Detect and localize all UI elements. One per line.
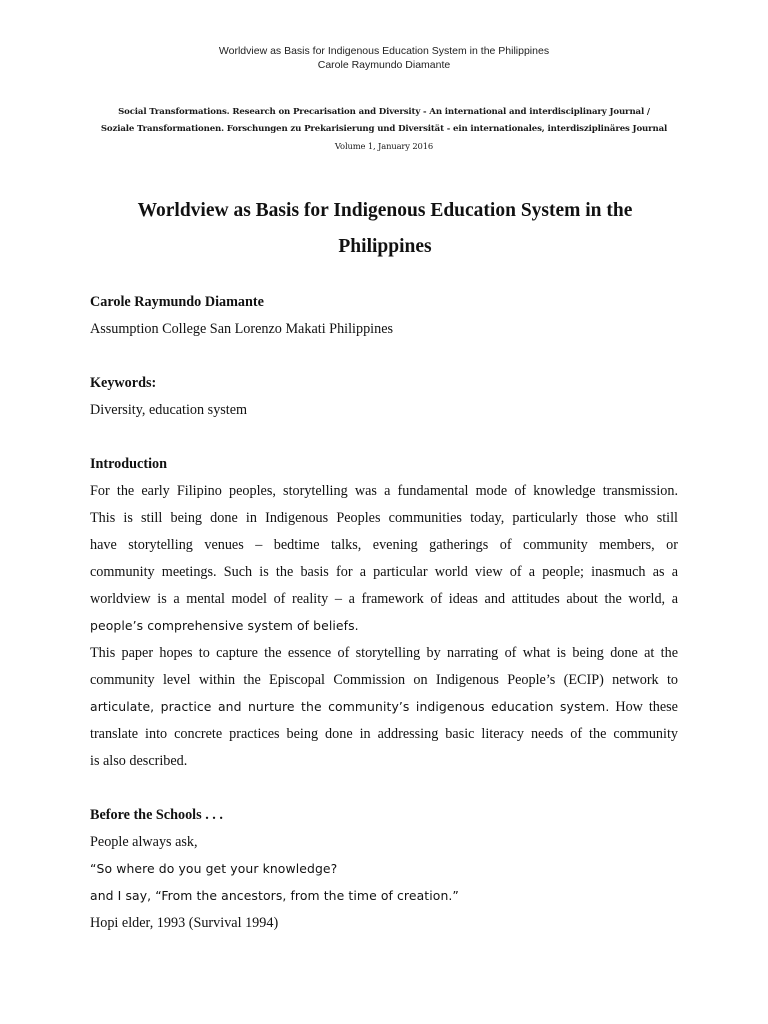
paragraph-line: community level within the Episcopal Commission on Indigenous People’s (ECIP) network to	[90, 672, 678, 688]
paragraph-line: people’s comprehensive system of beliefs.	[90, 618, 359, 633]
spacer	[90, 779, 678, 806]
paragraph-line: is also described.	[90, 753, 188, 769]
paper-body	[90, 293, 678, 941]
paragraph-line: For the early Filipino peoples, storytelling was a fundamental mode of knowledge transmission.	[90, 483, 678, 499]
author-affiliation: Assumption College San Lorenzo Makati Philippines	[90, 321, 394, 337]
paragraph-segment: articulate, practice and nurture the community’s indigenous education system.	[90, 699, 610, 714]
quote-line: People always ask,	[90, 834, 198, 850]
running-header	[0, 44, 768, 72]
paper-title-line-1: Worldview as Basis for Indigenous Education System in the	[137, 200, 633, 221]
paragraph-line: have storytelling venues – bedtime talks, evening gatherings of community members, or	[90, 537, 678, 553]
journal-name-english: Social Transformations. Research on Precarisation and Diversity - An international and interdisciplinary Journal /	[118, 107, 650, 117]
running-header-title: Worldview as Basis for Indigenous Education System in the Philippines	[218, 45, 550, 57]
paragraph-line: translate into concrete practices being done in addressing basic literacy needs of the community	[90, 726, 678, 742]
introduction-heading: Introduction	[90, 456, 167, 472]
keywords-text: Diversity, education system	[90, 402, 248, 418]
running-header-author: Carole Raymundo Diamante	[317, 59, 451, 71]
quote-attribution: Hopi elder, 1993 (Survival 1994)	[90, 915, 279, 931]
journal-volume: Volume 1, January 2016	[334, 141, 434, 151]
journal-info	[60, 104, 708, 155]
paper-title-line-2: Philippines	[338, 236, 432, 257]
author-name: Carole Raymundo Diamante	[90, 294, 264, 310]
paragraph-line: This is still being done in Indigenous Peoples communities today, particularly those who still	[90, 510, 678, 526]
paragraph-line	[90, 698, 678, 725]
quote-line: “So where do you get your knowledge?	[90, 861, 338, 876]
paragraph-line: This paper hopes to capture the essence of storytelling by narrating of what is being done at the	[90, 645, 678, 661]
before-schools-heading: Before the Schools . . .	[90, 807, 223, 823]
journal-name-german: Soziale Transformationen. Forschungen zu Prekarisierung und Diversität - ein internationales, interdisziplinäres Journal	[100, 124, 668, 134]
quote-line: and I say, “From the ancestors, from the time of creation.”	[90, 888, 459, 903]
keywords-heading: Keywords:	[90, 375, 157, 391]
paragraph-line: community meetings. Such is the basis for a particular world view of a people; inasmuch as a	[90, 564, 678, 580]
spacer	[90, 428, 678, 455]
spacer	[90, 347, 678, 374]
paragraph-segment: How these	[609, 699, 678, 715]
paper-title	[90, 193, 680, 265]
paragraph-line: worldview is a mental model of reality – a framework of ideas and attitudes about the world, a	[90, 591, 678, 607]
